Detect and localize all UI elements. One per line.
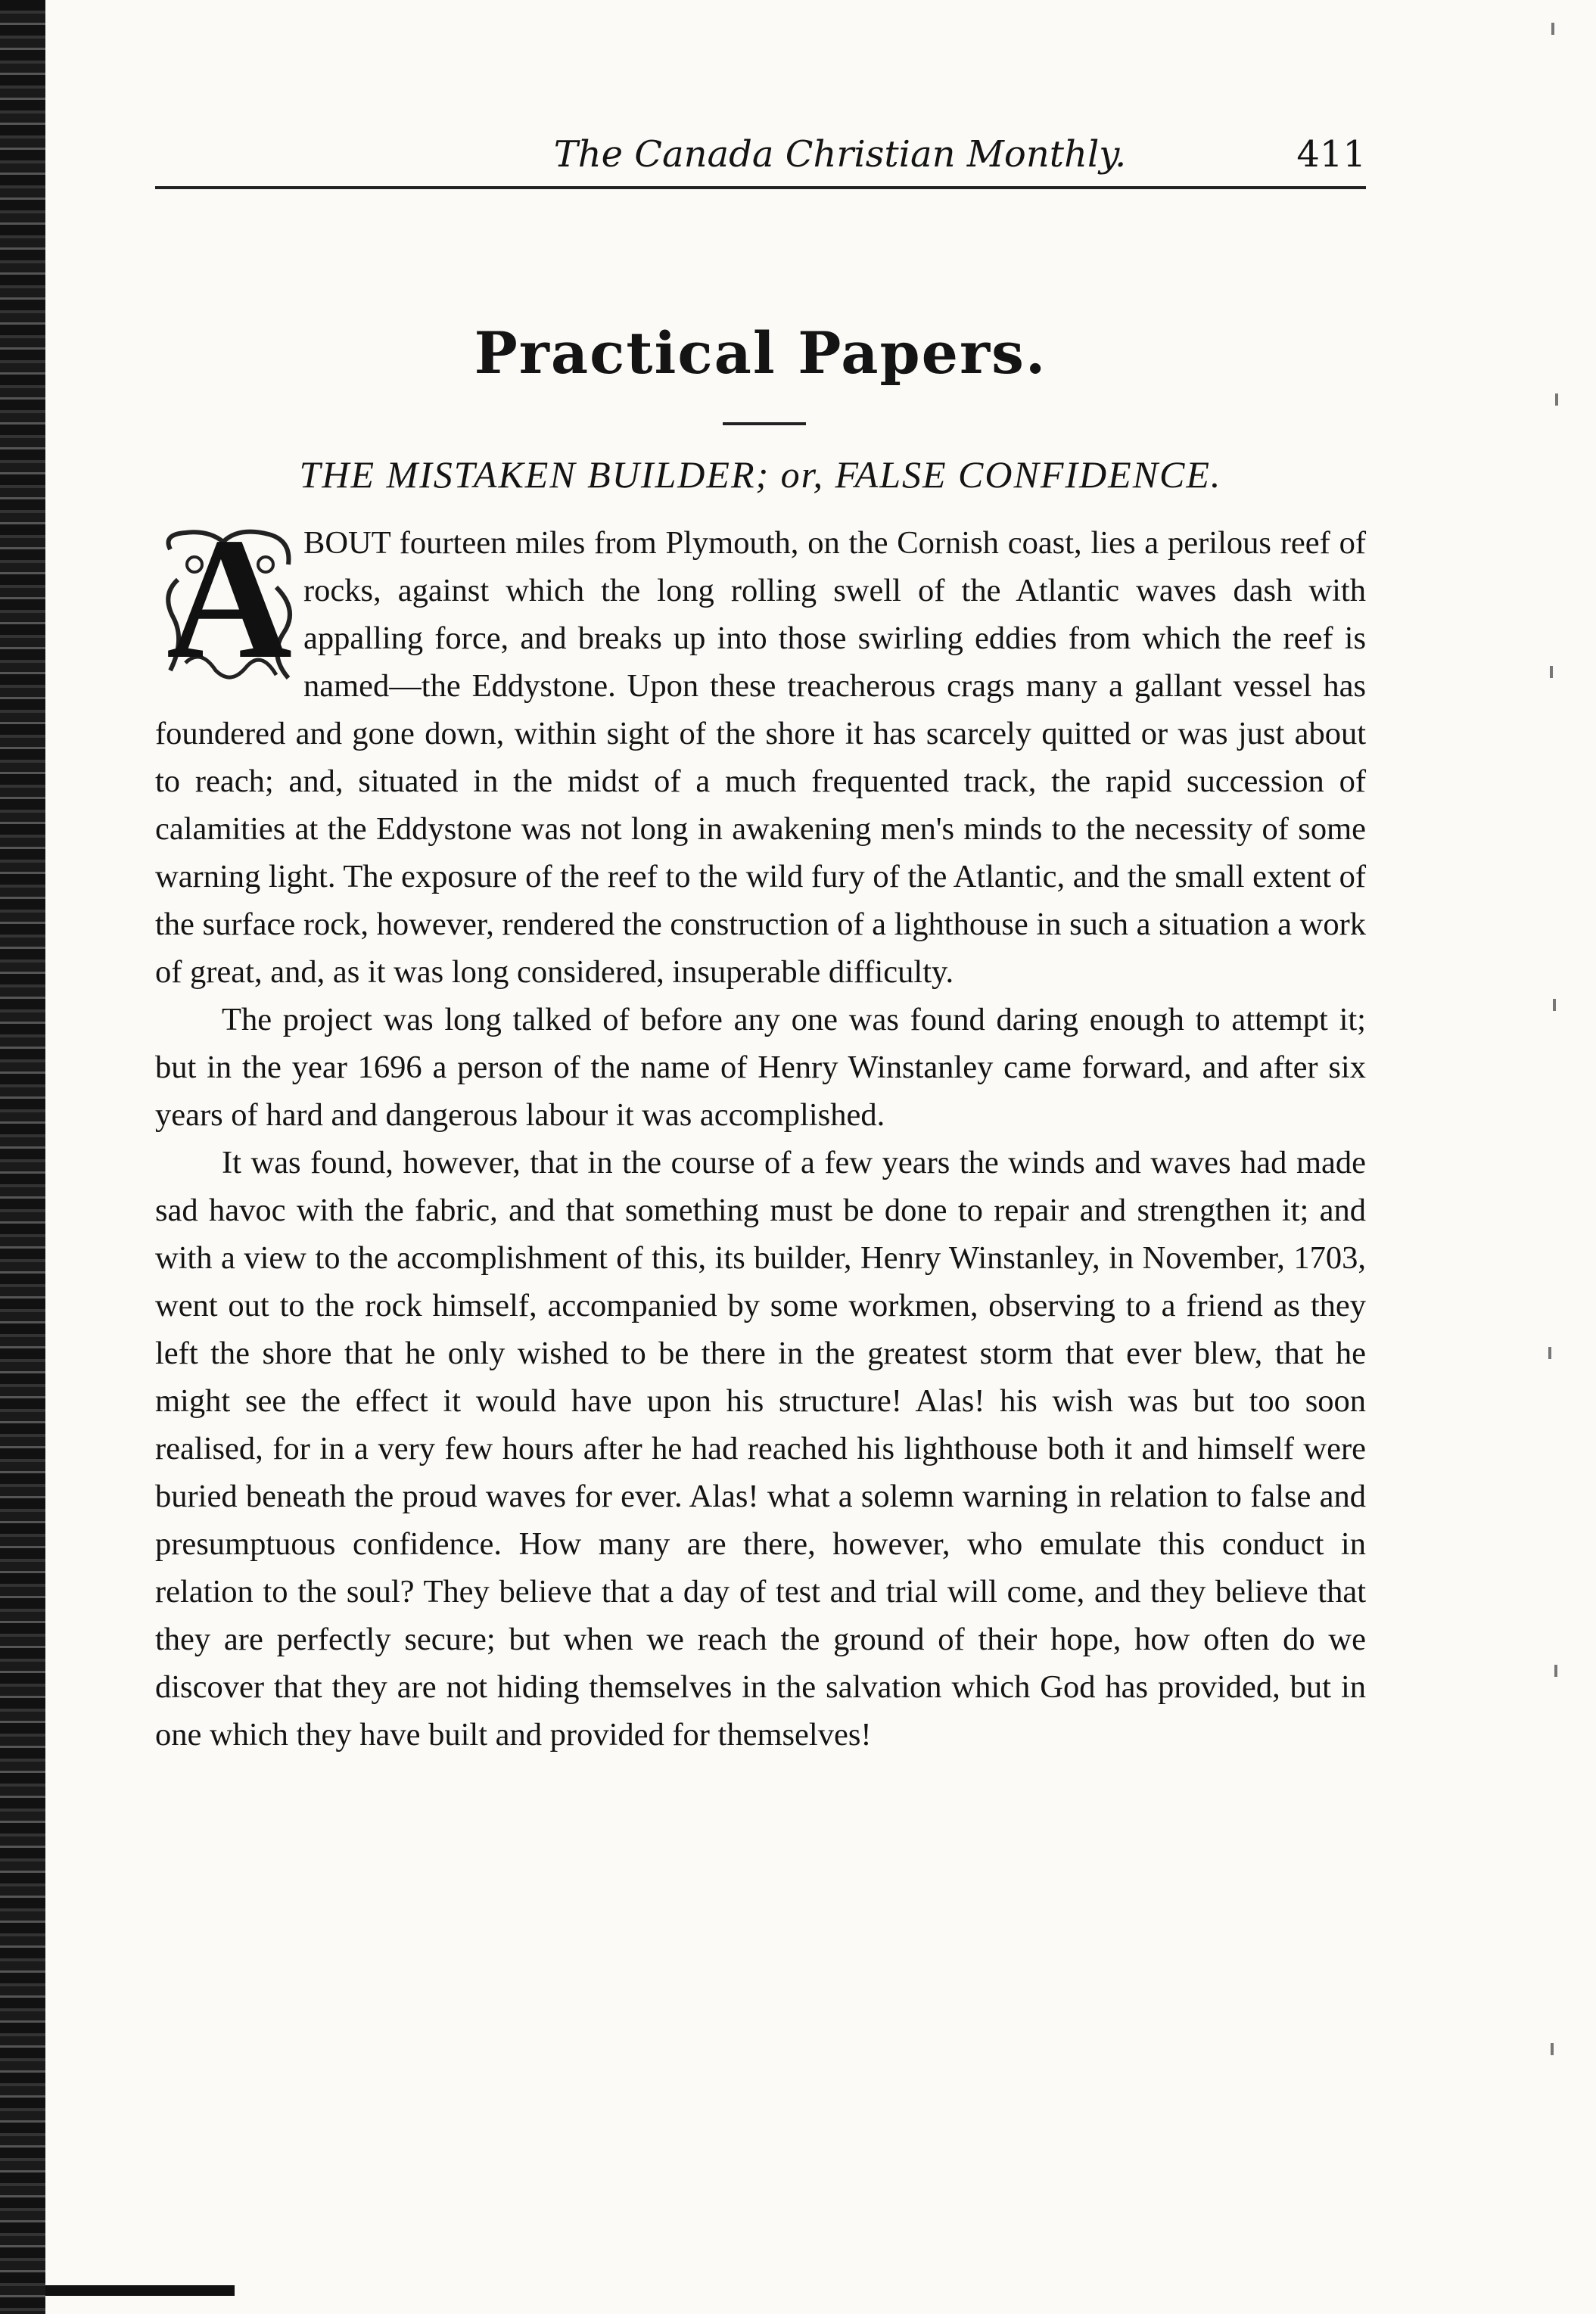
drop-cap <box>155 502 303 695</box>
scan-speck <box>1550 666 1553 678</box>
page-corner-mark <box>45 2285 235 2296</box>
scan-speck <box>1555 393 1558 406</box>
running-head <box>155 133 1366 179</box>
page-number: 411 <box>1296 133 1366 176</box>
paragraph: BOUT fourteen miles from Plymouth, on the Cornish coast, lies a perilous reef of rocks, against which the long rolling swell of the Atlantic waves dash with appalling force, and breaks up into those swirling eddies from which the reef is named—the Eddystone. Upon these treacherous crags many a gallant vessel has foundered and gone down, within sight of the shore it has scarcely quitted or was just about to reach; and, situated in the midst of a much frequented track, the rapid succession of calamities at the Eddystone was not long in awakening men's minds to the necessity of some warning light. The exposure of the reef to the wild fury of the Atlantic, and the small extent of the surface rock, however, rendered the construction of a lighthouse in such a situation a work of great, and, as it was long considered, insuperable difficulty. <box>155 525 1366 990</box>
scan-speck <box>1553 999 1556 1011</box>
section-divider <box>723 422 806 425</box>
article-title: THE MISTAKEN BUILDER; or, FALSE CONFIDENCE. <box>299 453 1222 496</box>
scan-speck <box>1554 1665 1557 1677</box>
scan-speck <box>1548 1347 1551 1359</box>
article-body <box>155 502 1366 1759</box>
section-heading: Practical Papers. <box>474 319 1047 387</box>
journal-title: The Canada Christian Monthly. <box>553 133 1127 176</box>
binding-edge <box>0 0 45 2314</box>
scan-speck <box>1551 2043 1554 2055</box>
header-rule <box>155 186 1366 189</box>
drop-cap-letter: A <box>166 502 293 695</box>
paragraph: The project was long talked of before any one was found daring enough to attempt it; but in the year 1696 a person of the name of Henry Winstanley came forward, and after six years of hard and dangerous labour it was accomplished. <box>155 1002 1366 1133</box>
scan-speck <box>1551 23 1554 35</box>
paragraph: It was found, however, that in the course of a few years the winds and waves had made sad havoc with the fabric, and that something must be done to repair and strengthen it; and with a view to the accomplishment of this, its builder, Henry Winstanley, in November, 1703, went out to the rock himself, accompanied by some workmen, observing to a friend as they left the shore that he only wished to be there in the greatest storm that ever blew, that he might see the effect it would have upon his structure! Alas! his wish was but too soon realised, for in a very few hours after he had reached his lighthouse both it and himself were buried beneath the proud waves for ever. Alas! what a solemn warning in relation to false and presumptuous confidence. How many are there, however, who emulate this conduct in relation to the soul? They believe that a day of test and trial will come, and they believe that they are perfectly secure; but when we reach the ground of their hope, how often do we discover that they are not hiding themselves in the salvation which God has provided, but in one which they have built and provided for themselves! <box>155 1145 1366 1753</box>
